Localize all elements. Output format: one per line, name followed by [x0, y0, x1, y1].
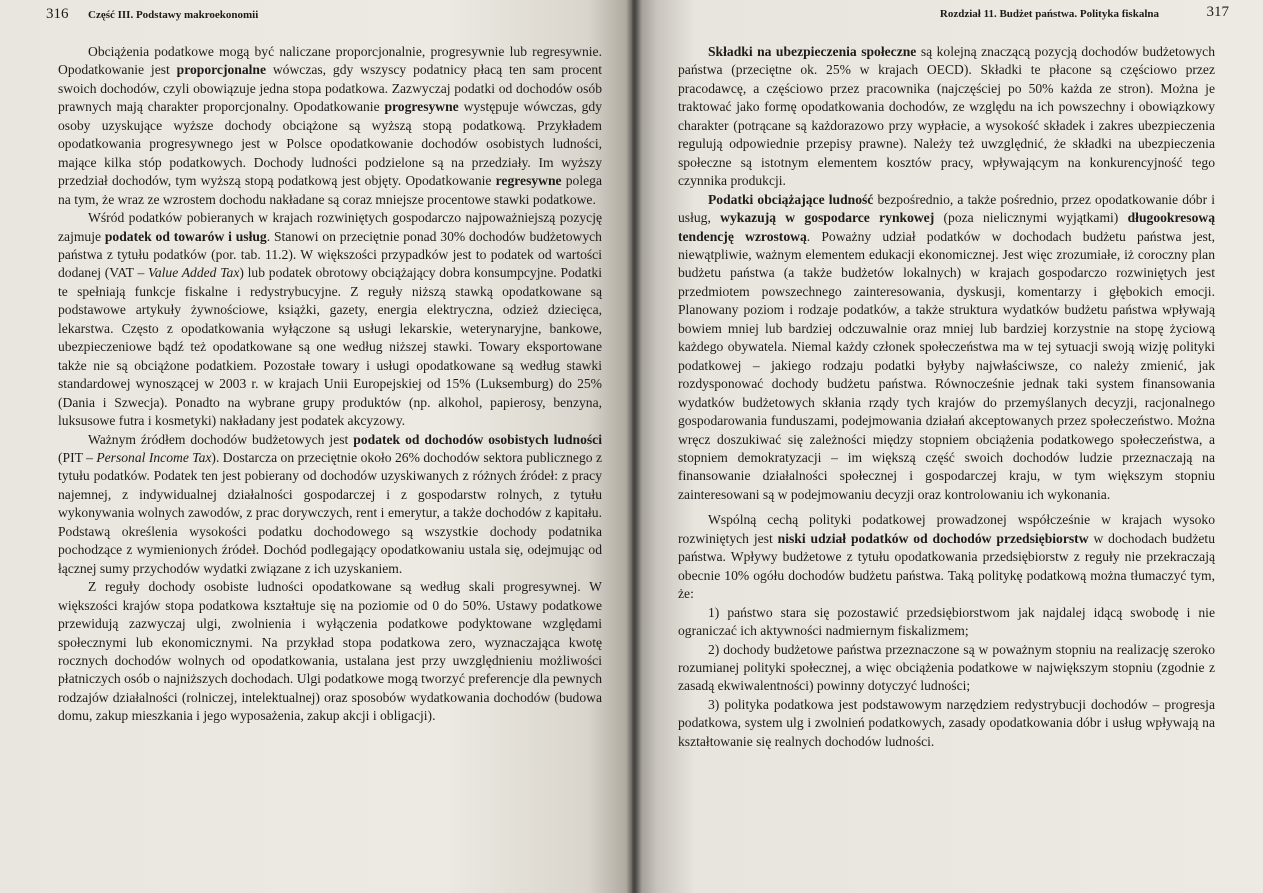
bold-term: podatek od towarów i usług	[104, 228, 267, 244]
paragraph	[58, 209, 602, 430]
bold-term: podatek od dochodów osobistych ludności	[353, 431, 602, 447]
text-run: . Poważny udział podatków w dochodach budżetu państwa jest, niewątpliwie, ważnym elementem edukacji ekonomicznej. Jest więc zrozumiałe, iż coroczny plan budżetu państwa (a także budżetów lokalnych) w krajach gospodarczo rozwiniętych jest przedmiotem powszechnego zainteresowania, dyskusji, komentarzy i głębokich emocji. Planowany poziom i rodzaje podatków, a także struktura wydatków budżetu państwa wpływają bowiem mniej lub bardziej odczuwalnie oraz mniej lub bardziej korzystnie na stopę życiową każdego obywatela. Niemal każdy członek społeczeństwa ma w tej sytuacji swoją wizję polityki podatkowej – jakiego rodzaju podatki byłyby najwłaściwsze, co należy zmienić, jak rozdysponować dochody budżetu państwa. Równocześnie jednak taki system finansowania wydatków budżetowych skłania rządy tych krajów do przemyślanych decyzji, racjonalnego gospodarowania funduszami, podejmowania działań akceptowanych przez społeczeństwo. Można wręcz doszukiwać się zależności między stopniem obciążenia podatkowego społeczeństwa, a stopniem demokratyzacji – im większą część swoich dochodów ludzie przeznaczają na finansowanie działalności społecznej i gospodarczej kraju, w tym większym stopniu zainteresowani są w podejmowaniu decyzji oraz kontrolowaniu ich wykonania.	[678, 228, 1215, 502]
text-run: Obciążenia podatkowe mogą być naliczane proporcjonalnie, progresywnie lub regresywnie. Opodatkowanie jest	[58, 44, 602, 78]
text-run: Wśród podatków pobieranych w krajach rozwiniętych gospodarczo najpoważniejszą pozycję zajmuje	[58, 210, 602, 244]
paragraph	[678, 511, 1215, 603]
right-page	[632, 0, 1263, 893]
text-run: Wspólną cechą polityki podatkowej prowadzonej współcześnie w krajach wysoko rozwiniętych jest	[678, 512, 1215, 546]
bold-term: regresywne	[495, 173, 562, 189]
bold-term: progresywne	[384, 99, 459, 115]
text-run: Ważnym źródłem dochodów budżetowych jest	[88, 431, 354, 447]
italic-term: Value Added Tax	[148, 265, 240, 281]
left-page-header	[46, 0, 602, 36]
paragraph	[58, 578, 602, 726]
bold-term: Składki na ubezpieczenia społeczne	[708, 44, 917, 59]
text-run: ) lub podatek obrotowy obciążający dobra konsumpcyjne. Podatki te spełniają funkcje fiskalne i redystrybucyjne. Z reguły niższą stawką opodatkowane są podstawowe artykuły żywnościowe, książki, gazety, energia elektryczna, odzież dziecięca, lekarstwa. Często z opodatkowania wyłączone są usługi lekarskie, weterynaryjne, bankowe, ubezpieczeniowe bądź też opodatkowane są one według niższej stawki. Towary eksportowane także nie są obciążone podatkiem. Pozostałe towary i usługi opodatkowane są według stawki standardowej wynoszącej w 2003 r. w krajach Unii Europejskiej od 15% (Luksemburg) do 25% (Dania i Szwecja). Ponadto na wybrane grupy produktów (np. alkohol, papierosy, benzyna, luksusowe futra i kosmetyki) nakładany jest podatek akcyzowy.	[58, 265, 602, 429]
bold-term: proporcjonalne	[176, 62, 267, 78]
right-page-body	[678, 43, 1215, 751]
bold-term: długookresową tendencję wzrostową	[678, 210, 1215, 244]
text-run: Z reguły dochody osobiste ludności opodatkowane są według skali progresywnej. W większości krajów stopa podatkowa kształtuje się na poziomie od 0 do 50%. Ustawy podatkowe przewidują zazwyczaj ulgi, zwolnienia i wyłączenia podatkowe podyktowane względami społecznymi lub ekonomicznymi. Na przykład stopa podatkowa zero, wyznaczająca kwotę rocznych dochodów wolnych od opodatkowania, ustalana jest przy uwzględnieniu możliwości płatniczych osób o najniższych dochodach. Ulgi podatkowe mogą tworzyć preferencje dla pewnych rodzajów działalności (rolniczej, intelektualnej) oraz sposobów wydatkowania dochodów (budowa domu, zakup mieszkania i jego wyposażenia, zakup akcji i obligacji).	[58, 579, 602, 724]
right-page-header	[678, 0, 1229, 36]
italic-term: Personal Income Tax	[96, 449, 212, 465]
right-running-head: Rozdział 11. Budżet państwa. Polityka fiskalna	[939, 8, 1159, 20]
paragraph	[678, 191, 1215, 505]
bold-term: Podatki obciążające ludność	[708, 191, 874, 207]
text-run: są kolejną znaczącą pozycją dochodów budżetowych państwa (przeciętne ok. 25% w krajach OECD). Składki te płacone są częściowo przez pracodawcę, a częściowo przez pracownika (najczęściej po 50% każda ze stron). Można je traktować jako formę opodatkowania dochodów, ze względu na ich powszechny i obowiązkowy charakter (potrącane są każdorazowo przy wypłacie, a wysokość składek i zakres ubezpieczenia regulują odpowiednie przepisy prawne). Należy też uwzględnić, że składki na ubezpieczenia społeczne są istotnym elementem kosztów pracy, wpływającym na konkurencyjność tego czynnika produkcji.	[678, 44, 1215, 189]
text-run: 1) państwo stara się pozostawić przedsiębiorstwom jak najdalej idącą swobodę i nie ograniczać ich aktywności nadmiernym fiskalizmem;	[678, 604, 1215, 639]
list-item	[678, 604, 1215, 641]
text-run: bezpośrednio, a także pośrednio, przez opodatkowanie dóbr i usług,	[678, 191, 1216, 226]
bold-term: wykazują w gospodarce rynkowej	[720, 210, 935, 226]
right-page-number: 317	[1206, 4, 1229, 20]
left-page-number: 316	[46, 6, 69, 22]
text-run: (PIT –	[58, 449, 97, 465]
list-item	[678, 641, 1215, 696]
left-running-head: Część III. Podstawy makroekonomii	[88, 9, 259, 21]
paragraph	[58, 43, 602, 209]
text-run: polega na tym, że wraz ze wzrostem dochodu nakładane są coraz mniejsze procentowe stawki podatkowe.	[58, 173, 602, 207]
text-run: 3) polityka podatkowa jest podstawowym narzędziem redystrybucji dochodów – progresja podatkowa, system ulg i zwolnień podatkowych, zasady opodatkowania dóbr i usług wpływają na kształtowanie się realnych dochodów ludności.	[678, 696, 1215, 749]
text-run: . Stanowi on przeciętnie ponad 30% dochodów budżetowych państwa z tytułu podatków (por. tab. 11.2). W większości przypadków jest to podatek od wartości dodanej (VAT –	[58, 228, 602, 281]
text-run: (poza nielicznymi wyjątkami)	[934, 210, 1128, 226]
bold-term: niski udział podatków od dochodów przedsiębiorstw	[777, 530, 1089, 546]
text-run: występuje wówczas, gdy osoby uzyskujące wyższe dochody obciążone są wyższą stopą podatkową. Przykładem opodatkowania progresywnego jest w Polsce opodatkowanie dochodów osobistych ludności, mające kilka stóp podatkowych. Dochody ludności podzielone są na przedziały. Im wyższy przedział dochodów, tym wyższą stopą podatkową jest objęty. Opodatkowanie	[58, 99, 602, 189]
left-page-body	[58, 43, 602, 726]
paragraph	[58, 431, 602, 579]
list-item	[678, 696, 1215, 751]
text-run: wówczas, gdy wszyscy podatnicy płacą ten sam procent swoich dochodów, czyli obowiązuje jedna stopa podatkowa. Zazwyczaj podatki od dochodów osób prawnych mają charakter proporcjonalny. Opodatkowanie	[58, 62, 602, 115]
text-run: ). Dostarcza on przeciętnie około 26% dochodów sektora publicznego z tytułu podatków. Podatek ten jest pobierany od dochodów uzyskiwanych z różnych źródeł: z pracy najemnej, z indywidualnej działalności gospodarczej i z gospodarstw rolnych, z tytułu wykonywania wolnych zawodów, z prac dorywczych, rent i emerytur, a także dochodów z kapitału. Podstawą określenia wysokości podatku dochodowego są wszystkie dochody podatnika pochodzące z wymienionych źródeł. Dochód podlegający opodatkowaniu ustala się, odejmując od łącznej sumy przychodów wydatki związane z ich uzyskaniem.	[58, 449, 602, 576]
text-run: w dochodach budżetu państwa. Wpływy budżetowe z tytułu opodatkowania przedsiębiorstw z reguły nie przekraczają obecnie 10% ogółu dochodów budżetu państwa. Taką politykę podatkową można tłumaczyć tym, że:	[678, 530, 1215, 602]
text-run: 2) dochody budżetowe państwa przeznaczone są w poważnym stopniu na realizację szeroko rozumianej polityki społecznej, a więc obciążenia podatkowe w największym stopniu (zgodnie z zasadą ekwiwalentności) powinny dotyczyć ludności;	[678, 641, 1215, 694]
paragraph	[678, 43, 1215, 191]
